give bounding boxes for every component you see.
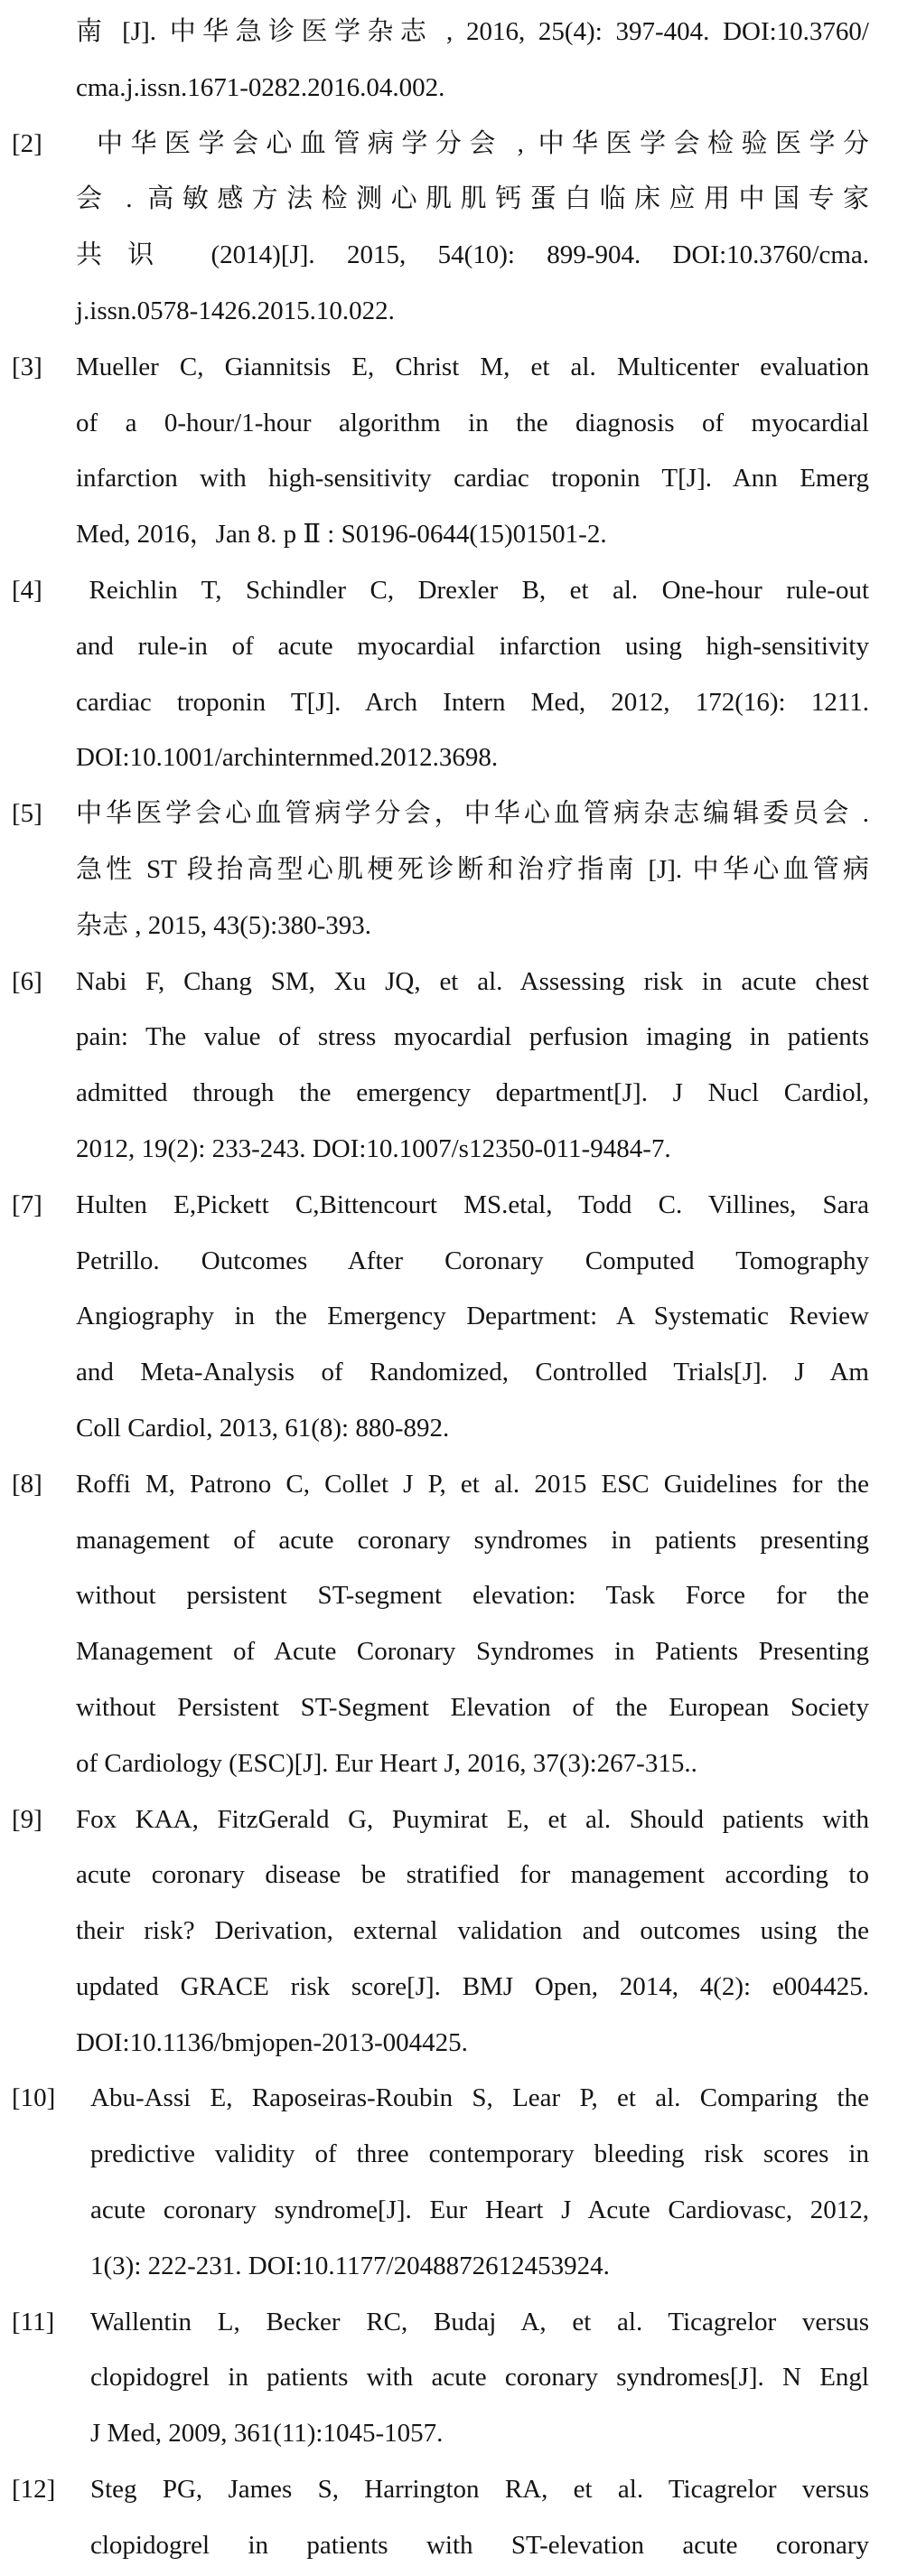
reference-item <box>0 2071 898 2294</box>
reference-line: 急性 ST 段抬高型心肌梗死诊断和治疗指南 [J]. 中华心血管病 <box>76 854 869 884</box>
reference-number: [9] <box>12 1804 42 1834</box>
reference-line: clopidogrel in patients with acute coronary syndromes[J]. N Engl <box>90 2363 869 2393</box>
reference-item <box>0 5 898 117</box>
reference-line: Steg PG, James S, Harrington RA, et al. Ticagrelor versus <box>90 2475 869 2505</box>
reference-text <box>76 5 869 117</box>
reference-line: predictive validity of three contemporary bleeding risk scores in <box>90 2139 869 2169</box>
reference-line: management of acute coronary syndromes in patients presenting <box>76 1525 869 1555</box>
reference-line: j.issn.0578-1426.2015.10.022. <box>76 296 395 325</box>
reference-line: 2012, 19(2): 233-243. DOI:10.1007/s12350-011-9484-7. <box>76 1133 671 1163</box>
reference-line: Hulten E,Pickett C,Bittencourt MS.etal, Todd C. Villines, Sara <box>76 1189 869 1219</box>
reference-text <box>76 1178 869 1457</box>
reference-item <box>0 954 898 1178</box>
reference-text <box>90 2071 869 2294</box>
reference-line: 中华医学会心血管病学分会 , 中华医学会检验医学分 <box>76 128 869 158</box>
reference-line: Roffi M, Patrono C, Collet J P, et al. 2015 ESC Guidelines for the <box>76 1469 869 1499</box>
reference-line: DOI:10.1001/archinternmed.2012.3698. <box>76 743 499 773</box>
reference-line: and rule-in of acute myocardial infarction using high-sensitivity <box>76 631 869 661</box>
reference-line: 中华医学会心血管病学分会，中华心血管病杂志编辑委员会 . <box>76 799 869 829</box>
reference-line: Reichlin T, Schindler C, Drexler B, et al. One-hour rule-out <box>76 575 869 605</box>
reference-line: Fox KAA, FitzGerald G, Puymirat E, et al. Should patients with <box>76 1804 869 1834</box>
reference-line: admitted through the emergency department[J]. J Nucl Cardiol, <box>76 1078 869 1108</box>
reference-number: [3] <box>12 352 42 381</box>
reference-number: [2] <box>12 128 42 158</box>
reference-line: Wallentin L, Becker RC, Budaj A, et al. Ticagrelor versus <box>90 2307 869 2336</box>
reference-line: cardiac troponin T[J]. Arch Intern Med, 2012, 172(16): 1211. <box>76 687 869 717</box>
reference-line: of a 0-hour/1-hour algorithm in the diagnosis of myocardial <box>76 408 869 437</box>
reference-line: DOI:10.1136/bmjopen-2013-004425. <box>76 2027 468 2057</box>
reference-line: Abu-Assi E, Raposeiras-Roubin S, Lear P, et al. Comparing the <box>90 2083 869 2113</box>
reference-line: of Cardiology (ESC)[J]. Eur Heart J, 2016, 37(3):267-315.. <box>76 1748 697 1778</box>
reference-line: their risk? Derivation, external validation and outcomes using the <box>76 1916 869 1946</box>
reference-number: [4] <box>12 575 42 605</box>
reference-item <box>0 1792 898 2072</box>
reference-line: cma.j.issn.1671-0282.2016.04.002. <box>76 72 445 102</box>
reference-line: J Med, 2009, 361(11):1045-1057. <box>90 2419 444 2449</box>
reference-line: and Meta-Analysis of Randomized, Controlled Trials[J]. J Am <box>76 1358 869 1387</box>
reference-line: Nabi F, Chang SM, Xu JQ, et al. Assessing risk in acute chest <box>76 966 869 996</box>
reference-text <box>76 786 869 954</box>
reference-line: acute coronary syndrome[J]. Eur Heart J Acute Cardiovasc, 2012, <box>90 2195 869 2225</box>
reference-item <box>0 2462 898 2574</box>
reference-line: 共识 (2014)[J]. 2015, 54(10): 899-904. DOI:10.3760/cma. <box>76 240 869 270</box>
reference-line: without persistent ST-segment elevation: Task Force for the <box>76 1581 869 1611</box>
reference-text <box>76 954 869 1178</box>
reference-item <box>0 1457 898 1792</box>
reference-number: [7] <box>12 1189 42 1219</box>
reference-text <box>76 340 869 563</box>
reference-line: without Persistent ST-Segment Elevation of the European Society <box>76 1692 869 1722</box>
reference-number: [8] <box>12 1469 42 1499</box>
reference-list <box>0 5 898 2574</box>
reference-text <box>90 2295 869 2462</box>
reference-line: 1(3): 222-231. DOI:10.1177/2048872612453924. <box>90 2251 610 2280</box>
reference-line: Management of Acute Coronary Syndromes in Patients Presenting <box>76 1637 869 1667</box>
reference-line: Mueller C, Giannitsis E, Christ M, et al. Multicenter evaluation <box>76 352 869 381</box>
reference-item <box>0 340 898 563</box>
reference-number: [10] <box>12 2083 56 2113</box>
reference-line: 会 . 高敏感方法检测心肌肌钙蛋白临床应用中国专家 <box>76 184 869 214</box>
reference-line: acute coronary disease be stratified for management according to <box>76 1860 869 1890</box>
reference-line: pain: The value of stress myocardial perfusion imaging in patients <box>76 1022 869 1052</box>
reference-line: 杂志 , 2015, 43(5):380-393. <box>76 910 372 940</box>
reference-line: Med, 2016，Jan 8. p Ⅱ : S0196-0644(15)01501-2. <box>76 520 607 550</box>
reference-number: [12] <box>12 2475 56 2505</box>
reference-text <box>76 117 869 340</box>
reference-text <box>76 1792 869 2072</box>
reference-line: infarction with high-sensitivity cardiac troponin T[J]. Ann Emerg <box>76 464 869 494</box>
reference-number: [5] <box>12 799 42 829</box>
reference-line: clopidogrel in patients with ST-elevation acute coronary <box>90 2530 869 2560</box>
reference-item <box>0 786 898 954</box>
reference-number: [6] <box>12 966 42 996</box>
reference-line: Coll Cardiol, 2013, 61(8): 880-892. <box>76 1413 450 1443</box>
reference-item <box>0 2295 898 2462</box>
reference-line: 南 [J]. 中华急诊医学杂志 , 2016, 25(4): 397-404. DOI:10.3760/ <box>76 17 869 46</box>
reference-item <box>0 1178 898 1457</box>
reference-text <box>90 2462 869 2574</box>
reference-text <box>76 563 869 786</box>
reference-item <box>0 117 898 340</box>
reference-line: Angiography in the Emergency Department: A Systematic Review <box>76 1302 869 1331</box>
reference-text <box>76 1457 869 1792</box>
reference-number: [11] <box>12 2307 55 2336</box>
reference-item <box>0 563 898 786</box>
reference-line: Petrillo. Outcomes After Coronary Computed Tomography <box>76 1246 869 1275</box>
reference-line: updated GRACE risk score[J]. BMJ Open, 2014, 4(2): e004425. <box>76 1971 869 2001</box>
